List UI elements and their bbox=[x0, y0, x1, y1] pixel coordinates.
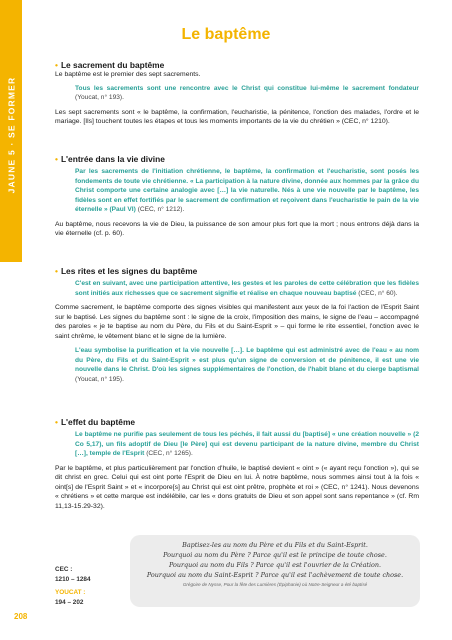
heading-text: L'effet du baptême bbox=[60, 417, 136, 427]
bullet-icon: • bbox=[55, 417, 58, 427]
bullet-icon: • bbox=[55, 154, 58, 164]
quote bbox=[55, 279, 419, 298]
section-vie-divine bbox=[55, 154, 419, 239]
quote bbox=[55, 430, 419, 459]
quote-text: Tous les sacrements sont une rencontre avec le Christ qui constitue lui-même le sacrement fondateur bbox=[75, 84, 419, 92]
section-sacrement bbox=[55, 60, 419, 127]
cec-range: 1210 – 1284 bbox=[55, 576, 91, 583]
quote-ref: (CEC, n° 1212). bbox=[137, 206, 185, 213]
quote-text: C'est en suivant, avec une participation attentive, les gestes et les paroles de cette célébration que les fidèles sont initiés aux richesses que ce sacrement signifie et réalise en chaque nouveau baptisé bbox=[75, 280, 419, 297]
paragraph: Comme sacrement, le baptême comporte des signes visibles qui manifestent aux yeux de la foi l'action de l'Esprit Saint sur le baptisé. Les signes du baptême sont : le signe de la croix, l'imposition des mains, le signe de l'eau – accompagné des paroles « je te baptise au nom du Père, du Fils et du Saint-Esprit » – qui forme le rite essentiel, l'onction avec le saint chrême, le vêtement blanc et le signe de la lumière. bbox=[55, 304, 419, 340]
paragraph: Au baptême, nous recevons la vie de Dieu, la puissance de son amour plus fort que la mort ; nous entrons déjà dans la vie éternelle (cf. p. 60). bbox=[55, 220, 419, 238]
quote bbox=[55, 346, 419, 384]
box-source: Grégoire de Nysse, Pour la fête des Lumières (Épiphanie) où Notre-Seigneur a été baptisé bbox=[182, 582, 368, 587]
side-label bbox=[2, 20, 20, 250]
youcat-label: YOUCAT : bbox=[55, 589, 86, 596]
bullet-icon: • bbox=[55, 266, 58, 276]
quote-text: Le baptême ne purifie pas seulement de tous les péchés, il fait aussi du [baptisé] « une création nouvelle » (2 Co 5,17), un fils adoptif de Dieu [le Père] qui est devenu participant de la nature divine, membre du Christ […], temple de l'Esprit bbox=[75, 431, 419, 457]
cec-label: CEC : bbox=[55, 566, 73, 573]
quote-text: L'eau symbolise la purification et la vie nouvelle […]. Le baptême qui est administré avec de l'eau « au nom du Père, du Fils et du Saint-Esprit » est plus qu'un signe de conversion et de pénitence, il est une vie nouvelle dans le Christ. D'où les signes supplémentaires de l'onction, de l'habit blanc et du cierge baptismal bbox=[75, 347, 419, 374]
box-line: Pourquoi au nom du Père ? Parce qu'il est le principe de toute chose. bbox=[163, 551, 387, 559]
quote-ref: (CEC, n° 1265). bbox=[146, 450, 193, 457]
heading-text: Les rites et les signes du baptême bbox=[60, 266, 198, 276]
paragraph: Les sept sacrements sont « le baptême, la confirmation, l'eucharistie, la pénitence, l'onction des malades, l'ordre et le mariage. [Ils] touchent toutes les étapes et tous les moments importants de la vie du chrétien » (CEC, n° 1210). bbox=[55, 108, 419, 126]
section-rites bbox=[55, 266, 419, 384]
paragraph: Le baptême est le premier des sept sacrements. bbox=[55, 71, 201, 78]
page-title: Le baptême bbox=[181, 26, 271, 43]
quote-text: Par les sacrements de l'initiation chrétienne, le baptême, la confirmation et l'eucharistie, sont posés les fondements de toute vie chrétienne. « La participation à la nature divine, donnée aux hommes par la grâce du Christ comporte une certaine analogie avec […] la vie naturelle. Nés à une vie nouvelle par le baptême, les fidèles sont en effet fortifiés par le sacrement de confirmation et reçoivent dans l'eucharistie le pain de la vie éternelle » (Paul VI) bbox=[75, 168, 419, 213]
quote-ref: (Youcat, n° 193). bbox=[75, 94, 124, 102]
quote-ref: (Youcat, n° 195). bbox=[75, 375, 124, 383]
section-effet bbox=[55, 417, 419, 511]
youcat-range: 194 – 202 bbox=[55, 599, 84, 606]
quote-box bbox=[130, 535, 420, 607]
heading-text: L'entrée dans la vie divine bbox=[60, 154, 165, 164]
side-label-text: JAUNE 5 · SE FORMER bbox=[6, 76, 17, 194]
heading-text: Le sacrement du baptême bbox=[60, 60, 165, 70]
bullet-icon: • bbox=[55, 60, 58, 70]
box-line: Pourquoi au nom du Saint-Esprit ? Parce qu'il est l'achèvement de toute chose. bbox=[146, 571, 404, 579]
section-heading bbox=[55, 266, 419, 276]
section-heading bbox=[55, 417, 419, 427]
box-line: Baptisez-les au nom du Père et du Fils et du Saint-Esprit. bbox=[182, 541, 368, 549]
paragraph: Par le baptême, et plus particulièrement par l'onction d'huile, le baptisé devient « oint » (« ayant reçu l'onction »), qui se dit christ en grec. Celui qui est oint porte l'Esprit de Dieu en lui. À notre baptême, nous sommes ainsi tout à la fois « oint[s] de l'Esprit Saint » et « incorpore[s] au Christ qui est oint prêtre, prophète et roi » (CEC, n° 1241). Nous devenons « chrétiens » et cette marque est indélébile, car les « dons gratuits de Dieu et son appel sont sans repentance » (cf. Rm 11,13-15.29-32). bbox=[55, 464, 419, 510]
quote-ref: (CEC, n° 60). bbox=[358, 289, 398, 297]
page-number: 208 bbox=[14, 612, 28, 621]
section-heading bbox=[55, 154, 419, 164]
quote bbox=[55, 84, 419, 103]
section-heading bbox=[55, 60, 419, 70]
box-line: Pourquoi au nom du Fils ? Parce qu'il est l'ouvrier de la Création. bbox=[168, 561, 382, 569]
quote bbox=[55, 167, 419, 215]
